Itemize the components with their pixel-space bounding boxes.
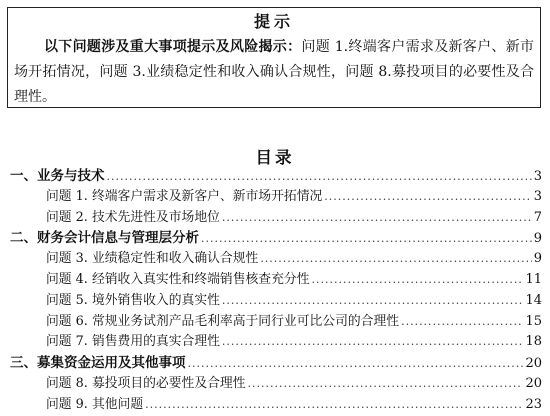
notice-box <box>7 7 541 108</box>
toc-leader-dots <box>222 208 532 229</box>
toc-page-number: 9 <box>533 231 542 247</box>
toc-question-entry[interactable] <box>10 291 542 312</box>
toc-leader-dots <box>107 167 532 188</box>
toc-page-number: 11 <box>525 271 542 287</box>
notice-lead: 以下问题涉及重大事项提示及风险揭示： <box>44 39 302 55</box>
toc-question-entry[interactable] <box>10 374 542 395</box>
toc-section-label: 二、财务会计信息与管理层分析 <box>10 230 199 247</box>
toc-question-label: 问题 7. 销售费用的真实合理性 <box>46 334 220 350</box>
toc-page-number: 20 <box>525 375 542 391</box>
toc-question-label: 问题 8. 募投项目的必要性及合理性 <box>46 375 246 391</box>
toc-question-entry[interactable] <box>10 270 542 291</box>
toc-question-label: 问题 2. 技术先进性及市场地位 <box>46 209 220 225</box>
toc-leader-dots <box>401 312 523 333</box>
toc-question-entry[interactable] <box>10 395 542 416</box>
toc-page-number: 18 <box>525 334 542 350</box>
toc-page-number: 20 <box>525 356 542 372</box>
toc-question-label: 问题 5. 境外销售收入的真实性 <box>46 292 220 308</box>
toc-question-label: 问题 1. 终端客户需求及新客户、新市场开拓情况 <box>46 188 323 204</box>
toc-question-entry[interactable] <box>10 249 542 270</box>
toc-section-label: 一、业务与技术 <box>10 168 105 184</box>
toc-leader-dots <box>201 229 532 250</box>
toc-question-label: 问题 3. 业绩稳定性和收入确认合规性 <box>46 251 259 267</box>
toc-section-entry[interactable] <box>10 353 542 374</box>
toc-page-number: 14 <box>525 292 542 308</box>
toc-page-number: 9 <box>533 251 542 267</box>
notice-body <box>14 35 534 110</box>
toc-page-number: 15 <box>525 313 542 329</box>
toc-leader-dots <box>222 332 524 353</box>
notice-text: 问题 1.终端客户需求及新客户、新市场开拓情况，问题 3.业绩稳定性和收入确认合规性，问题 8.募投项目的必要性及合理性。 <box>14 39 535 105</box>
toc-section-entry[interactable] <box>10 228 542 249</box>
toc-page-number: 3 <box>533 169 542 184</box>
toc-question-entry[interactable] <box>10 208 542 229</box>
toc-leader-dots <box>145 395 523 416</box>
toc-question-label: 问题 9. 其他问题 <box>46 396 144 412</box>
toc-leader-dots <box>188 354 524 375</box>
toc-question-entry[interactable] <box>10 187 542 208</box>
toc-leader-dots <box>312 270 524 291</box>
toc-question-label: 问题 6. 常规业务试剂产品毛利率高于同行业可比公司的合理性 <box>46 313 400 329</box>
toc-leader-dots <box>222 291 524 312</box>
toc-leader-dots <box>324 187 531 208</box>
toc-question-label: 问题 4. 经销收入真实性和终端销售核查充分性 <box>46 271 310 287</box>
toc-page-number: 3 <box>533 188 542 204</box>
toc-leader-dots <box>260 249 531 270</box>
toc-question-entry[interactable] <box>10 312 542 333</box>
toc-page-number: 7 <box>533 209 542 225</box>
table-of-contents <box>10 166 542 416</box>
toc-page-number: 23 <box>525 396 542 412</box>
notice-title: 提示 <box>253 12 294 31</box>
toc-question-entry[interactable] <box>10 332 542 353</box>
toc-section-entry[interactable] <box>10 166 542 187</box>
toc-title: 目录 <box>255 148 295 167</box>
toc-leader-dots <box>248 374 524 395</box>
toc-section-label: 三、募集资金运用及其他事项 <box>10 355 186 372</box>
